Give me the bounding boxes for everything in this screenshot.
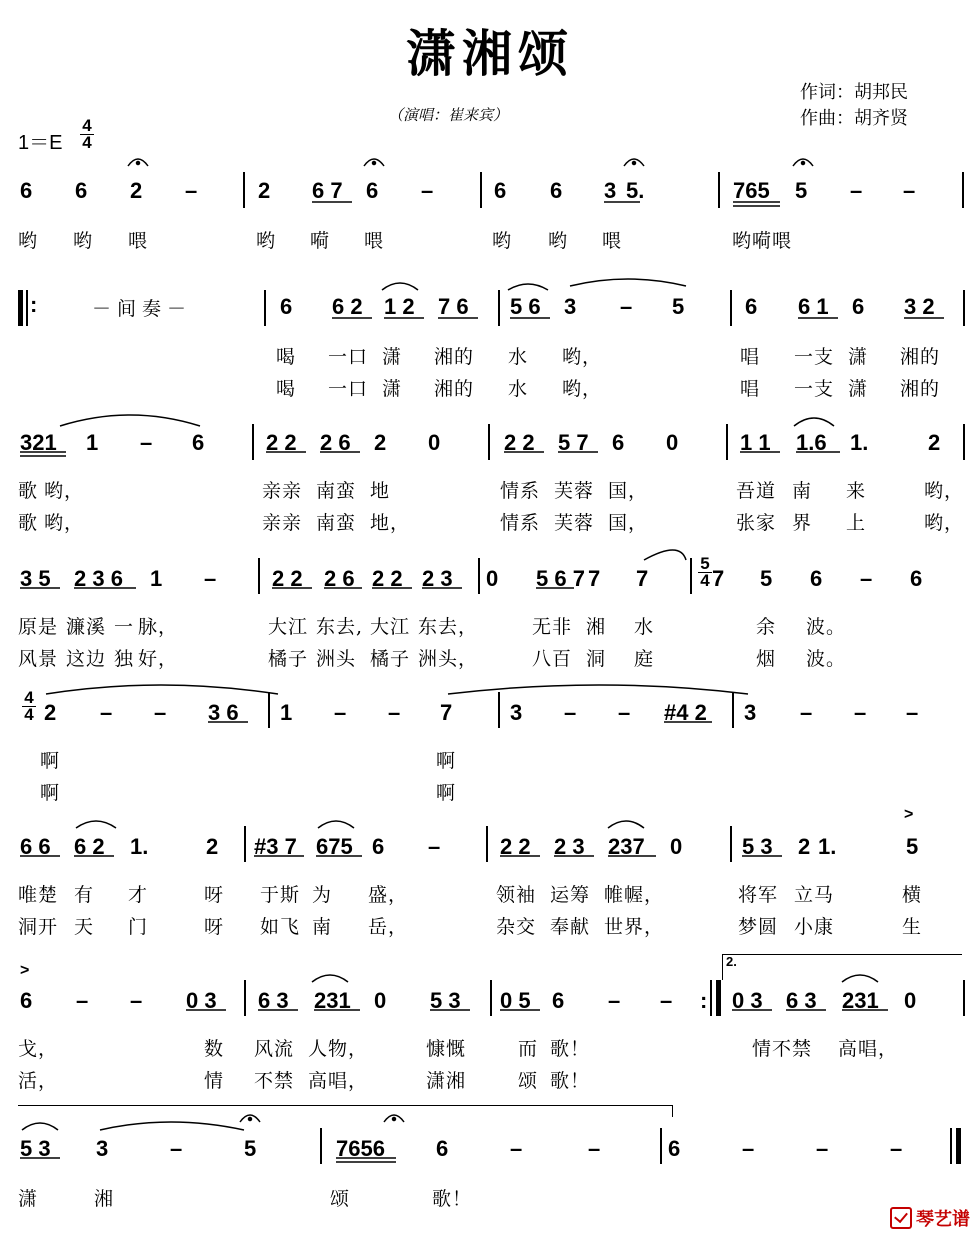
note: 0 5 bbox=[500, 988, 531, 1013]
note: – bbox=[906, 700, 919, 725]
note: 6 bbox=[436, 1136, 449, 1161]
lyric: 水 bbox=[634, 616, 655, 638]
lyricist-credit: 作词：胡邦民 bbox=[800, 82, 908, 103]
note: 6 bbox=[372, 834, 385, 859]
note: 3 bbox=[564, 294, 577, 319]
note: 6 bbox=[75, 178, 88, 203]
note: – bbox=[510, 1136, 523, 1161]
lyric: 湘的 bbox=[900, 378, 941, 400]
lyric: 将军 bbox=[738, 884, 779, 906]
note: – bbox=[334, 700, 347, 725]
note: – bbox=[660, 988, 673, 1013]
note: – bbox=[185, 178, 198, 203]
lyric: 哟， bbox=[924, 512, 965, 534]
lyric: 上 bbox=[846, 512, 867, 534]
lyric: 八百 bbox=[532, 648, 573, 670]
note: 6 7 bbox=[312, 178, 343, 203]
lyric: 生 bbox=[902, 916, 923, 938]
lyric: 人物， bbox=[308, 1038, 369, 1060]
note: 231 bbox=[314, 988, 351, 1013]
slur-mark bbox=[570, 279, 686, 286]
note: 7 bbox=[588, 566, 601, 591]
lyric: 颂 bbox=[330, 1188, 351, 1210]
note: 3 bbox=[96, 1136, 109, 1161]
note: #3 7 bbox=[254, 834, 297, 859]
lyric: 湘 bbox=[94, 1188, 115, 1210]
lyric: 东去, bbox=[316, 616, 364, 638]
lyric: 哟， bbox=[924, 480, 965, 502]
lyric: 国， bbox=[608, 480, 649, 502]
note: 0 bbox=[904, 988, 917, 1013]
note: – bbox=[130, 988, 143, 1013]
note: 0 bbox=[486, 566, 499, 591]
lyric: 水 bbox=[508, 346, 529, 368]
volta-label: 2. bbox=[726, 954, 737, 969]
note: 2 3 6 bbox=[74, 566, 123, 591]
lyric: 唯楚 bbox=[18, 884, 59, 906]
lyric: 立马 bbox=[794, 884, 835, 906]
lyric: 潇湘 bbox=[426, 1070, 467, 1092]
note: – bbox=[742, 1136, 755, 1161]
note: – bbox=[620, 294, 633, 319]
note: 321 bbox=[20, 430, 57, 455]
lyric: 张家 bbox=[736, 512, 777, 534]
lyric: 吾道 bbox=[736, 480, 777, 502]
lyric: 哟 bbox=[548, 230, 569, 252]
note: – bbox=[850, 178, 863, 203]
lyric: 洞 bbox=[586, 648, 607, 670]
note: 0 3 bbox=[186, 988, 217, 1013]
lyric: 芙蓉 bbox=[554, 512, 595, 534]
lyric: 风景 bbox=[18, 648, 59, 670]
lyric: 嗬 bbox=[310, 230, 331, 252]
lyric: 帷幄， bbox=[604, 884, 665, 906]
lyric: 歌！ bbox=[550, 1038, 591, 1060]
note: – bbox=[154, 700, 167, 725]
note: – bbox=[860, 566, 873, 591]
note: 6 1 bbox=[798, 294, 829, 319]
note: 1 2 bbox=[384, 294, 415, 319]
repeat-dots: : bbox=[700, 988, 708, 1013]
lyric: 水 bbox=[508, 378, 529, 400]
song-title: 潇湘颂 bbox=[406, 24, 574, 83]
time-signature-change: $\frac{4}{4}$ bbox=[22, 690, 36, 723]
note: – bbox=[76, 988, 89, 1013]
lyric: 戈， bbox=[18, 1038, 59, 1060]
note: 1 bbox=[280, 700, 293, 725]
lyric: 亲亲 bbox=[262, 512, 303, 534]
lyric: 情不禁 bbox=[752, 1038, 813, 1060]
note: 5 3 bbox=[20, 1136, 51, 1161]
lyric: 喂 bbox=[364, 230, 385, 252]
lyric: 唱 bbox=[740, 378, 761, 400]
note: 2 3 bbox=[554, 834, 585, 859]
lyric: 运筹 bbox=[550, 884, 591, 906]
lyric: 歌！ bbox=[432, 1188, 473, 1210]
lyric: 国， bbox=[608, 512, 649, 534]
lyric: 才 bbox=[128, 884, 149, 906]
note: 0 bbox=[428, 430, 441, 455]
note: 5 7 bbox=[558, 430, 589, 455]
lyric: 哟， bbox=[562, 346, 603, 368]
lyric: 情系 bbox=[500, 480, 541, 502]
lyric: 南 bbox=[312, 916, 333, 938]
lyric: 一口 bbox=[328, 346, 369, 368]
lyric: 哟 bbox=[18, 230, 39, 252]
lyric: 这边 bbox=[66, 648, 107, 670]
note: 6 bbox=[910, 566, 923, 591]
note: 3 bbox=[744, 700, 757, 725]
note: 6 2 bbox=[74, 834, 105, 859]
lyric: 独 bbox=[114, 648, 135, 670]
note: 2 bbox=[44, 700, 57, 725]
lyric: 一支 bbox=[794, 346, 835, 368]
note: 0 bbox=[666, 430, 679, 455]
slur-mark bbox=[842, 975, 878, 982]
slur-mark bbox=[448, 685, 748, 694]
lyric: 横 bbox=[902, 884, 923, 906]
lyric: 喝 bbox=[276, 378, 297, 400]
lyric: 数 bbox=[204, 1038, 225, 1060]
note: 6 bbox=[552, 988, 565, 1013]
lyric: 慷慨 bbox=[426, 1038, 467, 1060]
note: 6 3 bbox=[258, 988, 289, 1013]
note: 5. bbox=[626, 178, 645, 203]
lyric: 门 bbox=[128, 916, 149, 938]
note: 2 2 bbox=[272, 566, 303, 591]
intro-label: －间奏－ bbox=[92, 298, 193, 320]
lyric: 小康 bbox=[794, 916, 835, 938]
slur-mark bbox=[312, 975, 348, 982]
note: 1. bbox=[850, 430, 869, 455]
note: – bbox=[100, 700, 113, 725]
lyric: 风流 bbox=[254, 1038, 295, 1060]
note: 3 bbox=[604, 178, 617, 203]
lyric: 潇 bbox=[848, 346, 869, 368]
lyric: 橘子 bbox=[370, 648, 411, 670]
lyric: 大江 bbox=[268, 616, 309, 638]
note: 5 6 7 bbox=[536, 566, 585, 591]
lyric: 天 bbox=[74, 916, 95, 938]
lyric: 一口 bbox=[328, 378, 369, 400]
slur-mark bbox=[508, 284, 548, 290]
lyric: 潇 bbox=[382, 378, 403, 400]
note: 1.6 bbox=[796, 430, 827, 455]
note: 231 bbox=[842, 988, 879, 1013]
lyric: 高唱， bbox=[308, 1070, 369, 1092]
slur-mark bbox=[76, 821, 116, 828]
note: – bbox=[816, 1136, 829, 1161]
slur-mark bbox=[22, 1123, 58, 1130]
lyric: 湘的 bbox=[900, 346, 941, 368]
note: 237 bbox=[608, 834, 645, 859]
lyric: 歌！ bbox=[550, 1070, 591, 1092]
lyric: 情 bbox=[204, 1070, 225, 1092]
lyric: 地 bbox=[370, 480, 391, 502]
lyric: 哟 bbox=[73, 230, 94, 252]
note: 2 6 bbox=[324, 566, 355, 591]
lyric: 不禁 bbox=[254, 1070, 295, 1092]
repeat-dots: : bbox=[30, 292, 38, 317]
note: 6 bbox=[20, 988, 33, 1013]
note: – bbox=[421, 178, 434, 203]
key-signature: 1＝E bbox=[18, 132, 63, 154]
note: 2 2 bbox=[504, 430, 535, 455]
note: 3 5 bbox=[20, 566, 51, 591]
lyric: 一 bbox=[114, 616, 135, 638]
note: 1. bbox=[130, 834, 149, 859]
lyric: 高唱， bbox=[838, 1038, 899, 1060]
logo-text: 琴艺谱 bbox=[916, 1209, 970, 1230]
lyric: 来 bbox=[846, 480, 867, 502]
lyric: 唱 bbox=[740, 346, 761, 368]
music-note-icon bbox=[890, 1207, 912, 1229]
lyric: 哟 bbox=[492, 230, 513, 252]
lyric: 一支 bbox=[794, 378, 835, 400]
note: 6 bbox=[852, 294, 865, 319]
lyric: 波。 bbox=[806, 648, 847, 670]
note: #4 2 bbox=[664, 700, 707, 725]
lyric: 奉献 bbox=[550, 916, 591, 938]
lyric: 喂 bbox=[128, 230, 149, 252]
lyric: 东去， bbox=[418, 616, 479, 638]
note: 6 bbox=[612, 430, 625, 455]
lyric: 濂溪 bbox=[66, 616, 107, 638]
note: 6 bbox=[745, 294, 758, 319]
note: – bbox=[854, 700, 867, 725]
note: 5 bbox=[244, 1136, 257, 1161]
note: 675 bbox=[316, 834, 353, 859]
note: 5 bbox=[795, 178, 808, 203]
note: 6 bbox=[20, 178, 33, 203]
slur-mark bbox=[608, 821, 644, 828]
note: 6 2 bbox=[332, 294, 363, 319]
lyric: 歌 bbox=[18, 512, 39, 534]
note: 3 6 bbox=[208, 700, 239, 725]
lyric: 余 bbox=[756, 616, 777, 638]
lyric: 地， bbox=[370, 512, 411, 534]
note: 7656 bbox=[336, 1136, 385, 1161]
lyric: 烟 bbox=[756, 648, 777, 670]
lyric: 喝 bbox=[276, 346, 297, 368]
note: 0 3 bbox=[732, 988, 763, 1013]
lyric: 啊 bbox=[436, 750, 457, 772]
lyric: 亲亲 bbox=[262, 480, 303, 502]
note: – bbox=[564, 700, 577, 725]
slur-mark bbox=[644, 550, 686, 560]
slur-mark bbox=[46, 685, 278, 694]
lyric: 于斯 bbox=[260, 884, 301, 906]
note: – bbox=[618, 700, 631, 725]
note: – bbox=[608, 988, 621, 1013]
accent-mark: > bbox=[904, 806, 914, 823]
lyric: 活， bbox=[18, 1070, 59, 1092]
note: – bbox=[140, 430, 153, 455]
lyric: 无非 bbox=[532, 616, 573, 638]
accent-mark: > bbox=[20, 962, 30, 979]
lyric: 大江 bbox=[370, 616, 411, 638]
note: 6 bbox=[192, 430, 205, 455]
lyric: 领袖 bbox=[496, 884, 537, 906]
lyric: 哟嗬喂 bbox=[732, 230, 793, 252]
composer-credit: 作曲：胡齐贤 bbox=[800, 108, 908, 129]
lyric: 湘 bbox=[586, 616, 607, 638]
lyric: 脉， bbox=[138, 616, 179, 638]
note: 6 bbox=[550, 178, 563, 203]
lyric: 啊 bbox=[436, 782, 457, 804]
slur-mark bbox=[100, 1122, 244, 1130]
lyric: 潇 bbox=[848, 378, 869, 400]
lyric: 湘的 bbox=[434, 346, 475, 368]
lyric: 哟， bbox=[44, 512, 85, 534]
note: 2 bbox=[130, 178, 143, 203]
note: – bbox=[428, 834, 441, 859]
lyric: 哟， bbox=[44, 480, 85, 502]
note: 6 3 bbox=[786, 988, 817, 1013]
note: 1 bbox=[150, 566, 163, 591]
note: – bbox=[388, 700, 401, 725]
note: 2 2 bbox=[266, 430, 297, 455]
slur-mark bbox=[318, 821, 354, 828]
lyric: 界 bbox=[792, 512, 813, 534]
lyric: 橘子 bbox=[268, 648, 309, 670]
lyric: 芙蓉 bbox=[554, 480, 595, 502]
note: 5 3 bbox=[742, 834, 773, 859]
lyric: 梦圆 bbox=[738, 916, 779, 938]
lyric: 洞开 bbox=[18, 916, 59, 938]
note: 6 bbox=[280, 294, 293, 319]
time-signature: $\frac{4}{4}$ bbox=[80, 118, 94, 151]
lyric: 呀 bbox=[204, 884, 225, 906]
lyric: 喂 bbox=[602, 230, 623, 252]
lyric: 潇 bbox=[18, 1188, 39, 1210]
note: 0 bbox=[374, 988, 387, 1013]
note: 2 bbox=[258, 178, 271, 203]
lyric: 而 bbox=[518, 1038, 539, 1060]
note: – bbox=[170, 1136, 183, 1161]
lyric: 南 bbox=[792, 480, 813, 502]
note: 765 bbox=[733, 178, 770, 203]
note: 1 1 bbox=[740, 430, 771, 455]
note: 6 6 bbox=[20, 834, 51, 859]
note: 0 bbox=[670, 834, 683, 859]
note: 2 bbox=[928, 430, 941, 455]
note: 5 bbox=[906, 834, 919, 859]
note: 2 bbox=[798, 834, 811, 859]
lyric: 潇 bbox=[382, 346, 403, 368]
lyric: 洲头 bbox=[316, 648, 357, 670]
slur-mark bbox=[60, 415, 200, 426]
note: 2 bbox=[374, 430, 387, 455]
note: 5 bbox=[760, 566, 773, 591]
lyric: 啊 bbox=[40, 750, 61, 772]
lyric: 杂交 bbox=[496, 916, 537, 938]
note: 5 6 bbox=[510, 294, 541, 319]
lyric: 岳， bbox=[368, 916, 409, 938]
note: 6 bbox=[366, 178, 379, 203]
note: – bbox=[204, 566, 217, 591]
time-signature-change: $\frac{5}{4}$ bbox=[698, 556, 712, 589]
note: 7 bbox=[636, 566, 649, 591]
note: 2 bbox=[206, 834, 219, 859]
lyric: 南蛮 bbox=[316, 512, 357, 534]
note: – bbox=[800, 700, 813, 725]
note: – bbox=[903, 178, 916, 203]
note: 2 2 bbox=[372, 566, 403, 591]
note: 7 bbox=[712, 566, 725, 591]
lyric: 波。 bbox=[806, 616, 847, 638]
site-logo bbox=[890, 1205, 970, 1231]
note: 2 2 bbox=[500, 834, 531, 859]
lyric: 哟， bbox=[562, 378, 603, 400]
lyric: 啊 bbox=[40, 782, 61, 804]
lyric: 盛， bbox=[368, 884, 409, 906]
lyric: 如飞 bbox=[260, 916, 301, 938]
note: 5 3 bbox=[430, 988, 461, 1013]
lyric: 哟 bbox=[256, 230, 277, 252]
lyric: 洲头， bbox=[418, 648, 479, 670]
note: 5 bbox=[672, 294, 685, 319]
note: 6 bbox=[494, 178, 507, 203]
lyric: 南蛮 bbox=[316, 480, 357, 502]
note: – bbox=[890, 1136, 903, 1161]
lyric: 世界， bbox=[604, 916, 665, 938]
lyric: 湘的 bbox=[434, 378, 475, 400]
note: 6 bbox=[668, 1136, 681, 1161]
lyric: 颂 bbox=[518, 1070, 539, 1092]
note: 7 bbox=[440, 700, 453, 725]
note: 1 bbox=[86, 430, 99, 455]
note: 3 bbox=[510, 700, 523, 725]
note: 3 2 bbox=[904, 294, 935, 319]
note: 1. bbox=[818, 834, 837, 859]
slur-mark bbox=[794, 418, 834, 426]
lyric: 呀 bbox=[204, 916, 225, 938]
lyric: 好， bbox=[138, 648, 179, 670]
slur-mark bbox=[382, 283, 418, 290]
lyric: 歌 bbox=[18, 480, 39, 502]
lyric: 有 bbox=[74, 884, 95, 906]
note: 2 3 bbox=[422, 566, 453, 591]
lyric: 为 bbox=[312, 884, 333, 906]
note: 6 bbox=[810, 566, 823, 591]
singer-credit: （演唱：崔来宾） bbox=[388, 106, 509, 124]
note: 7 6 bbox=[438, 294, 469, 319]
lyric: 原是 bbox=[18, 616, 59, 638]
lyric: 情系 bbox=[500, 512, 541, 534]
lyric: 庭 bbox=[634, 648, 655, 670]
note: – bbox=[588, 1136, 601, 1161]
note: 2 6 bbox=[320, 430, 351, 455]
